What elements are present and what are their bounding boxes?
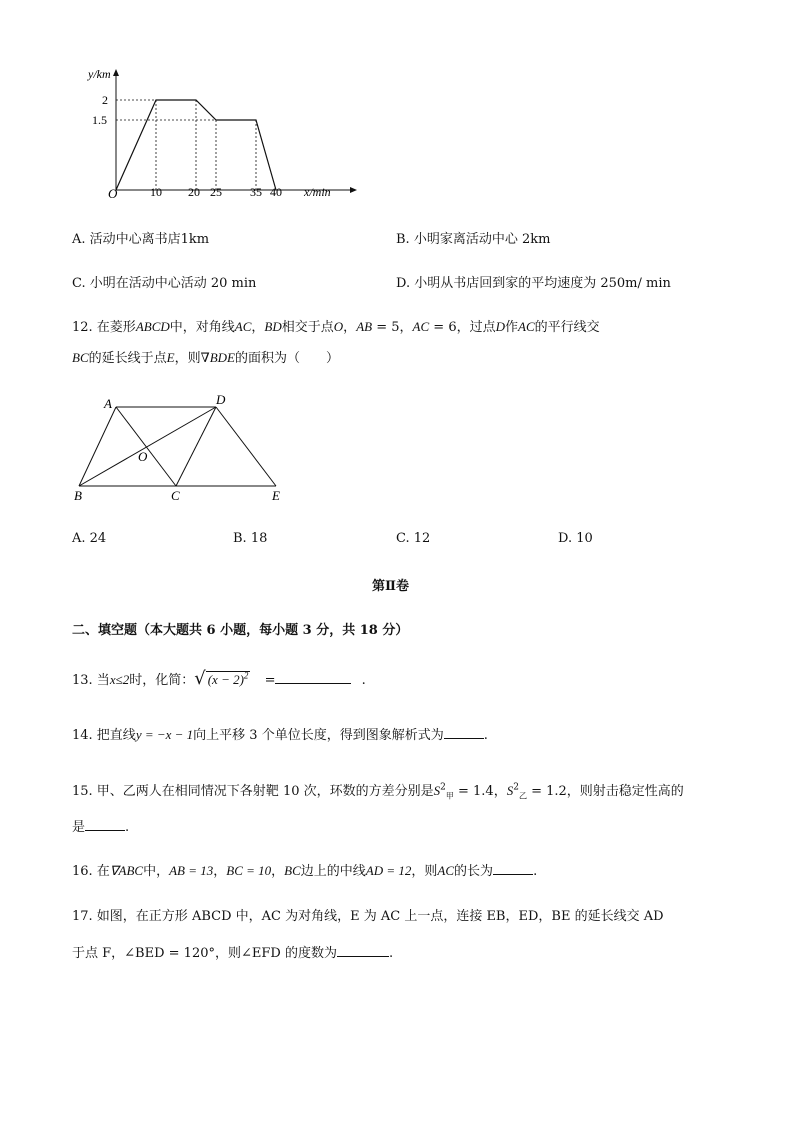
label-D: D xyxy=(216,392,226,407)
y-tick-2: 2 xyxy=(102,93,108,107)
q15-line1: 15. 甲、乙两人在相同情况下各射靶 10 次，环数的方差分别是$S^2_甲 = 1.4$，$S^2_乙 = 1.2$，则射击稳定性高的 xyxy=(72,782,684,801)
q14-answer-blank[interactable] xyxy=(444,726,484,739)
x-tick-20: 20 xyxy=(188,185,200,199)
sqrt-radicand: $(x - 2)^2$ xyxy=(207,670,249,687)
q17-line2: 于点 F，∠BED = 120°，则∠EFD 的度数为 . xyxy=(72,946,394,961)
x-axis-label: x/min xyxy=(304,185,331,199)
q13: 13. 当x≤2时，化简：√ $(x - 2)^2$ = . xyxy=(72,668,366,689)
x-tick-25: 25 xyxy=(210,185,222,199)
origin-label: O xyxy=(108,186,118,201)
q14: 14. 把直线y = −x − 1向上平移 3 个单位长度，得到图象解析式为 . xyxy=(72,727,488,743)
x-tick-10: 10 xyxy=(150,185,162,199)
q13-answer-blank[interactable] xyxy=(275,671,351,684)
label-C: C xyxy=(171,488,180,503)
q15-line2: 是 . xyxy=(72,820,130,835)
distance-time-graph xyxy=(70,62,360,212)
x-tick-35: 35 xyxy=(250,185,262,199)
y-axis-label: y/km xyxy=(88,67,111,81)
rhombus-figure xyxy=(70,388,300,506)
x-tick-40: 40 xyxy=(270,185,282,199)
q17-line1: 17. 如图，在正方形 ABCD 中，AC 为对角线，E 为 AC 上一点，连接 EB，ED，BE 的延长线交 AD xyxy=(72,909,664,924)
q12-option-c[interactable]: C. 12 xyxy=(396,531,431,546)
q12-stem-line1: 12. 在菱形ABCD中，对角线AC，BD相交于点O，AB = 5，AC = 6，过点D作AC的平行线交 xyxy=(72,319,600,335)
section-title: 第Ⅱ卷 xyxy=(372,579,409,594)
label-B: B xyxy=(74,488,82,503)
q15-answer-blank[interactable] xyxy=(85,818,125,831)
label-A: A xyxy=(104,396,112,411)
q12-option-a[interactable]: A. 24 xyxy=(72,531,107,546)
q12-option-b[interactable]: B. 18 xyxy=(233,531,268,546)
q11-option-a[interactable]: A. 活动中心离书店1km xyxy=(72,232,210,247)
label-E: E xyxy=(272,488,280,503)
q16: 16. 在∇ABC中，AB = 13，BC = 10，BC边上的中线AD = 12，则AC的长为 . xyxy=(72,863,538,879)
q11-option-d[interactable]: D. 小明从书店回到家的平均速度为 250m/ min xyxy=(396,276,671,291)
q12-option-d[interactable]: D. 10 xyxy=(558,531,593,546)
q11-option-c[interactable]: C. 小明在活动中心活动 20 min xyxy=(72,276,257,291)
q17-answer-blank[interactable] xyxy=(337,944,389,957)
q12-stem-line2: BC的延长线于点E，则∇BDE的面积为（ ） xyxy=(72,350,339,366)
sqrt-sign: √ xyxy=(194,668,206,689)
q11-option-b[interactable]: B. 小明家离活动中心 2km xyxy=(396,232,551,247)
label-O: O xyxy=(138,449,148,464)
part2-heading: 二、填空题（本大题共 6 小题，每小题 3 分，共 18 分） xyxy=(72,623,409,638)
y-tick-1-5: 1.5 xyxy=(92,113,107,127)
q16-answer-blank[interactable] xyxy=(493,862,533,875)
